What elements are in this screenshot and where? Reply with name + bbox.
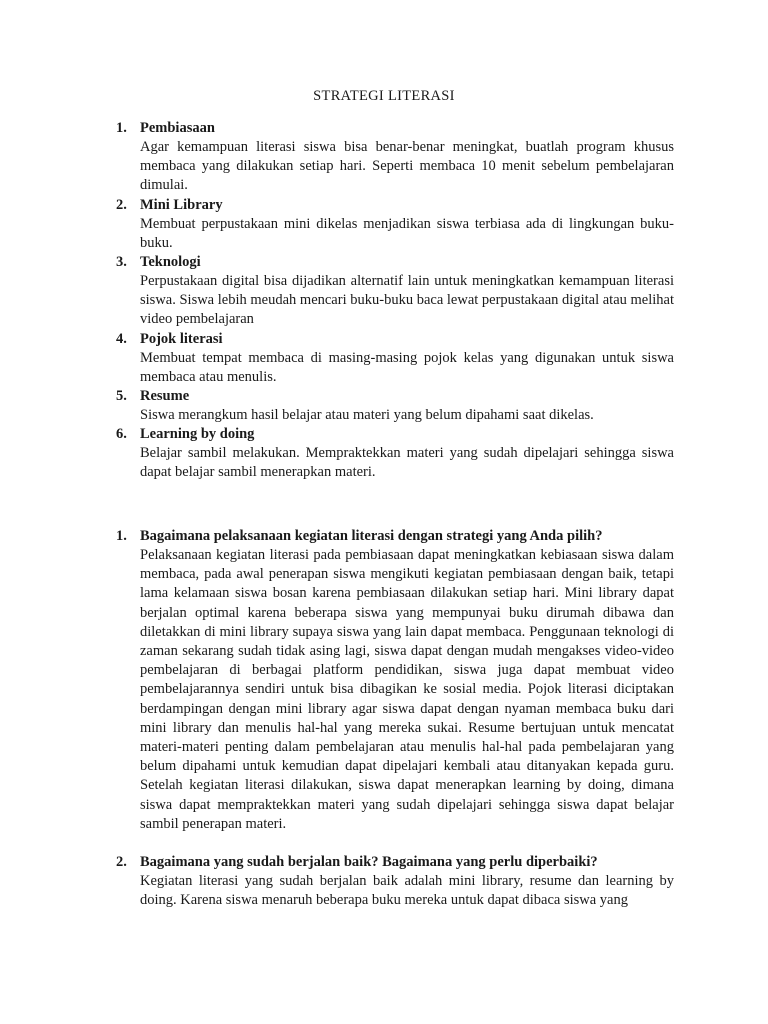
question-number: 2. — [116, 854, 127, 871]
question-answer: Kegiatan literasi yang sudah berjalan baik adalah mini library, resume dan learning by doing. Karena siswa menaruh beberapa buku mereka untuk dapat dibaca siswa yang — [140, 873, 674, 909]
strategy-number: 1. — [116, 120, 127, 136]
strategy-item-2 — [0, 196, 768, 253]
strategy-heading: Teknologi — [140, 254, 201, 271]
strategy-number: 3. — [116, 254, 127, 271]
strategy-number: 4. — [116, 330, 127, 347]
strategy-description: Membuat tempat membaca di masing-masing pojok kelas yang digunakan untuk siswa membaca atau menulis. — [140, 349, 674, 385]
strategy-item-5 — [0, 387, 768, 425]
question-number: 1. — [116, 528, 127, 544]
question-list — [0, 527, 768, 910]
strategy-item-3 — [0, 253, 768, 330]
strategy-number: 2. — [116, 196, 127, 213]
question-heading: Bagaimana pelaksanaan kegiatan literasi dengan strategi yang Anda pilih? — [140, 528, 603, 544]
strategy-heading: Resume — [140, 388, 190, 405]
document-title: STRATEGI LITERASI — [313, 88, 455, 104]
strategy-number: 6. — [116, 426, 127, 443]
question-item-1 — [0, 527, 768, 834]
question-heading: Bagaimana yang sudah berjalan baik? Bagaimana yang perlu diperbaiki? — [140, 854, 598, 871]
strategy-heading: Pojok literasi — [140, 330, 223, 347]
strategy-list — [0, 119, 768, 483]
question-item-2 — [0, 853, 768, 910]
strategy-heading: Pembiasaan — [140, 120, 215, 136]
strategy-heading: Mini Library — [140, 196, 223, 213]
strategy-description: Belajar sambil melakukan. Mempraktekkan materi yang sudah dipelajari sehingga siswa dapat belajar sambil menerapkan materi. — [140, 445, 674, 481]
strategy-number: 5. — [116, 388, 127, 405]
strategy-description: Agar kemampuan literasi siswa bisa benar-benar meningkat, buatlah program khusus membaca yang dilakukan setiap hari. Seperti membaca 10 menit sebelum pembelajaran dimulai. — [140, 139, 674, 194]
strategy-description: Siswa merangkum hasil belajar atau materi yang belum dipahami saat dikelas. — [140, 407, 594, 424]
strategy-item-4 — [0, 330, 768, 387]
strategy-description: Membuat perpustakaan mini dikelas menjadikan siswa terbiasa ada di lingkungan buku-buku. — [140, 215, 674, 251]
strategy-item-6 — [0, 425, 768, 482]
strategy-description: Perpustakaan digital bisa dijadikan alternatif lain untuk meningkatkan kemampuan literasi siswa. Siswa lebih meudah mencari buku-buku baca lewat perpustakaan digital atau melihat video pembelajaran — [140, 273, 674, 328]
strategy-heading: Learning by doing — [140, 426, 255, 443]
question-answer: Pelaksanaan kegiatan literasi pada pembiasaan dapat meningkatkan kebiasaan siswa dalam membaca, pada awal penerapan siswa mengikuti kegiatan pembiasaan dengan baik, tetapi lama kelamaan siswa bosan karena pembiasaan dilakukan setiap hari. Mini library dapat berjalan optimal karena beberapa siswa yang mempunyai buku dirumah dibawa dan diletakkan di mini library supaya siswa yang lain dapat membaca. Penggunaan teknologi di zaman sekarang sudah tidak asing lagi, siswa dapat dengan mudah mengakses video-video pembelajaran di berbagai platform pendidikan, siswa juga dapat membuat video pembelajarannya sendiri untuk bisa dibagikan ke sosial media. Pojok literasi diciptakan berdampingan dengan mini library agar siswa dapat dengan nyaman membaca buku dari mini library dan menulis hal-hal yang mereka sukai. Resume bertujuan untuk mencatat materi-materi penting dalam pembelajaran atau menulis hal-hal pada pembelajaran yang belum dipahami untuk kemudian dapat dipelajari kembali atau ditanyakan kepada guru. Setelah kegiatan literasi dilakukan, siswa dapat menerapkan learning by doing, dimana siswa dapat mempraktekkan materi yang sudah dipelajari sehingga siswa dapat belajar sambil penerapan materi. — [140, 547, 674, 832]
strategy-item-1 — [0, 119, 768, 196]
